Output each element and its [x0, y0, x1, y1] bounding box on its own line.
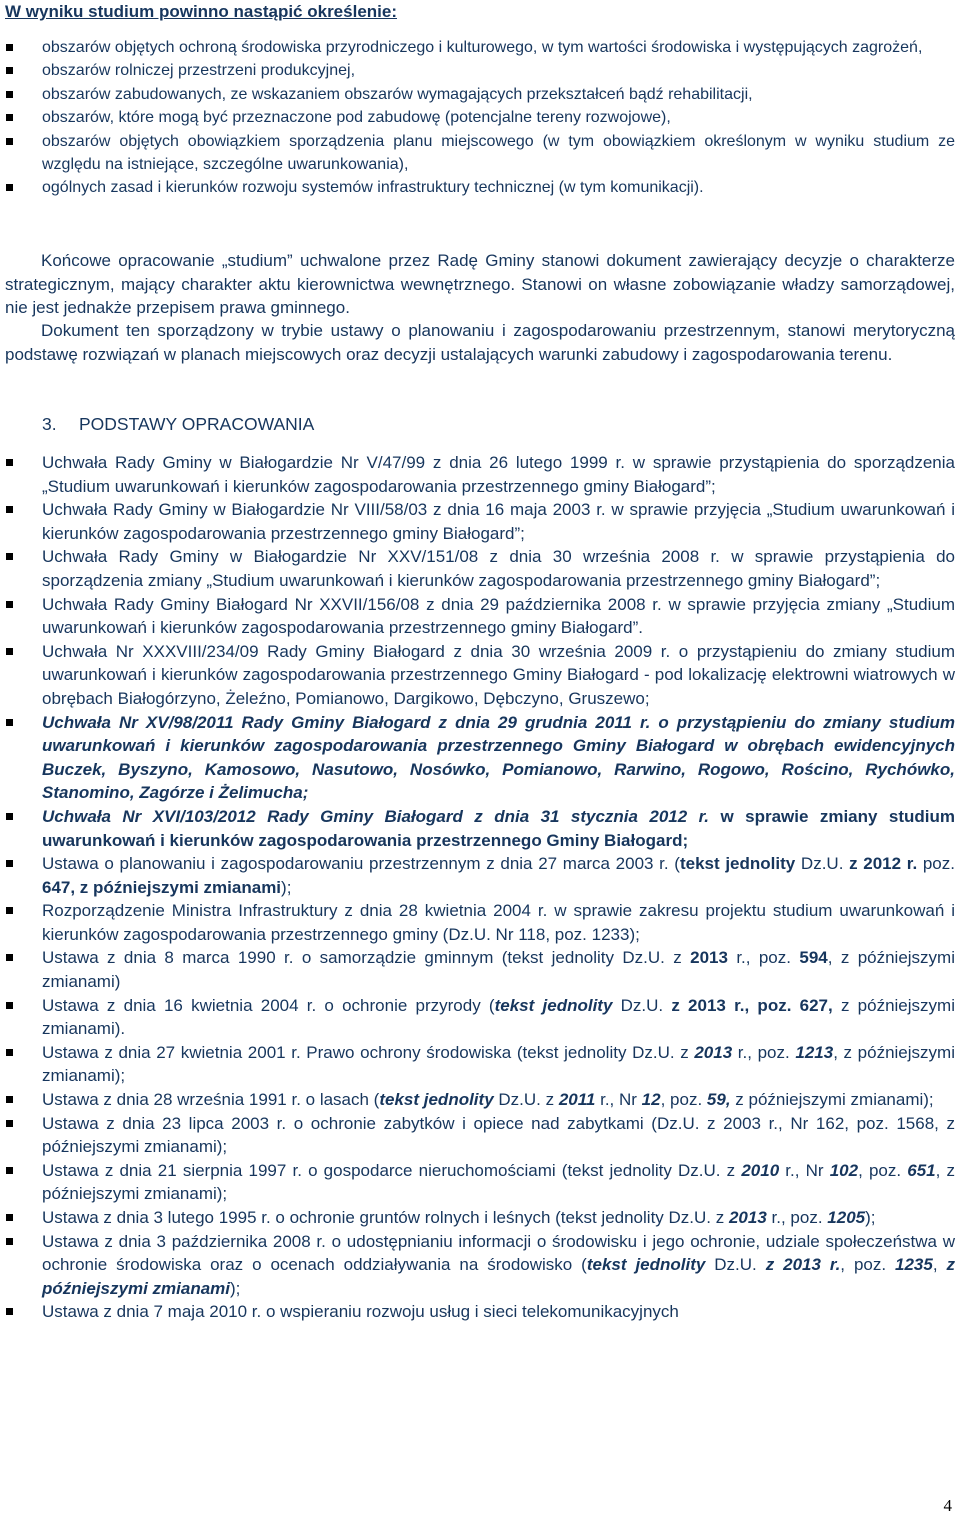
list-item: Uchwała Nr XXXVIII/234/09 Rady Gminy Białogard z dnia 30 września 2009 r. o przystąpieniu do zmiany studium uwarunkowań i kierunków zagospodarowania przestrzennego Gminy Białogard - pod lokalizację elektrowni wiatrowych w obrębach Białogórzyno, Żeleźno, Pomianowo, Dargikowo, Dębczyno, Gruszewo; [0, 640, 955, 711]
list-item: obszarów rolniczej przestrzeni produkcyjnej, [0, 59, 955, 82]
section-title-text: PODSTAWY OPRACOWANIA [79, 414, 315, 434]
list-item: Uchwała Nr XVI/103/2012 Rady Gminy Białogard z dnia 31 stycznia 2012 r. w sprawie zmiany studium uwarunkowań i kierunków zagospodarowania przestrzennego Gminy Białogard; [0, 805, 955, 852]
square-bullet-icon [6, 553, 13, 560]
square-bullet-icon [6, 1049, 13, 1056]
list-item: Rozporządzenie Ministra Infrastruktury z dnia 28 kwietnia 2004 r. w sprawie zakresu projektu studium uwarunkowań i kierunków zagospodarowania przestrzennego gminy (Dz.U. Nr 118, poz. 1233); [0, 899, 955, 946]
section-number: 3. [42, 414, 57, 434]
list-item: ogólnych zasad i kierunków rozwoju systemów infrastruktury technicznej (w tym komunikacji). [0, 176, 955, 199]
square-bullet-icon [6, 860, 13, 867]
list-item: Ustawa z dnia 3 lutego 1995 r. o ochronie gruntów rolnych i leśnych (tekst jednolity Dz.U. z 2013 r., poz. 1205); [0, 1206, 955, 1230]
list-item: Uchwała Rady Gminy Białogard Nr XXVII/156/08 z dnia 29 października 2008 r. w sprawie przyjęcia zmiany „Studium uwarunkowań i kierunków zagospodarowania przestrzennego gminy Białogard”. [0, 593, 955, 640]
list-item: obszarów, które mogą być przeznaczone pod zabudowę (potencjalne tereny rozwojowe), [0, 106, 955, 129]
list-item: Ustawa z dnia 27 kwietnia 2001 r. Prawo ochrony środowiska (tekst jednolity Dz.U. z 2013 r., poz. 1213, z późniejszymi zmianami); [0, 1041, 955, 1088]
list-item: Uchwała Rady Gminy w Białogardzie Nr VIII/58/03 z dnia 16 maja 2003 r. w sprawie przyjęcia „Studium uwarunkowań i kierunków zagospodarowania przestrzennego gminy Białogard”; [0, 498, 955, 545]
list-item: obszarów zabudowanych, ze wskazaniem obszarów wymagających przekształceń bądź rehabilitacji, [0, 83, 955, 106]
square-bullet-icon [6, 114, 13, 121]
square-bullet-icon [6, 1002, 13, 1009]
page-number: 4 [943, 1496, 952, 1515]
legal-basis-list [0, 451, 955, 1324]
square-bullet-icon [6, 813, 13, 820]
list-item: Uchwała Nr XV/98/2011 Rady Gminy Białogard z dnia 29 grudnia 2011 r. o przystąpieniu do zmiany studium uwarunkowań i kierunków zagospodarowania przestrzennego Gminy Białogard w obrębach ewidencyjnych Buczek, Byszyno, Kamosowo, Nasutowo, Nosówko, Pomianowo, Rarwino, Rogowo, Rościno, Rychówko, Stanomino, Zagórze i Żelimucha; [0, 711, 955, 805]
body-paragraph: Dokument ten sporządzony w trybie ustawy o planowaniu i zagospodarowaniu przestrzennym, stanowi merytoryczną podstawę rozwiązań w planach miejscowych oraz decyzji ustalających warunki zabudowy i zagospodarowania terenu. [5, 321, 955, 364]
square-bullet-icon [6, 1238, 13, 1245]
square-bullet-icon [6, 601, 13, 608]
section-heading: W wyniku studium powinno nastąpić określenie: [5, 2, 397, 21]
list-item: Ustawa z dnia 7 maja 2010 r. o wspieraniu rozwoju usług i sieci telekomunikacyjnych [0, 1300, 955, 1324]
square-bullet-icon [6, 907, 13, 914]
requirements-list [0, 36, 955, 200]
square-bullet-icon [6, 1214, 13, 1221]
list-item: Uchwała Rady Gminy w Białogardzie Nr V/47/99 z dnia 26 lutego 1999 r. w sprawie przystąpienia do sporządzenia „Studium uwarunkowań i kierunków zagospodarowania przestrzennego gminy Białogard”; [0, 451, 955, 498]
square-bullet-icon [6, 138, 13, 145]
square-bullet-icon [6, 67, 13, 74]
list-item: Ustawa z dnia 28 września 1991 r. o lasach (tekst jednolity Dz.U. z 2011 r., Nr 12, poz. 59, z późniejszymi zmianami); [0, 1088, 955, 1112]
list-item: Ustawa z dnia 21 sierpnia 1997 r. o gospodarce nieruchomościami (tekst jednolity Dz.U. z 2010 r., Nr 102, poz. 651, z późniejszymi zmianami); [0, 1159, 955, 1206]
list-item: obszarów objętych obowiązkiem sporządzenia planu miejscowego (w tym obowiązkiem określonym w wyniku studium ze względu na istniejące, szczególne uwarunkowania), [0, 130, 955, 177]
square-bullet-icon [6, 91, 13, 98]
list-item: Ustawa z dnia 23 lipca 2003 r. o ochronie zabytków i opiece nad zabytkami (Dz.U. z 2003 r., Nr 162, poz. 1568, z późniejszymi zmianami); [0, 1112, 955, 1159]
list-item: Ustawa z dnia 16 kwietnia 2004 r. o ochronie przyrody (tekst jednolity Dz.U. z 2013 r., poz. 627, z późniejszymi zmianami). [0, 994, 955, 1041]
square-bullet-icon [6, 954, 13, 961]
square-bullet-icon [6, 648, 13, 655]
section-title [42, 414, 314, 435]
square-bullet-icon [6, 184, 13, 191]
square-bullet-icon [6, 506, 13, 513]
list-item: obszarów objętych ochroną środowiska przyrodniczego i kulturowego, w tym wartości środowiska i występujących zagrożeń, [0, 36, 955, 59]
square-bullet-icon [6, 1096, 13, 1103]
square-bullet-icon [6, 1120, 13, 1127]
square-bullet-icon [6, 459, 13, 466]
list-item: Ustawa z dnia 8 marca 1990 r. o samorządzie gminnym (tekst jednolity Dz.U. z 2013 r., poz. 594, z późniejszymi zmianami) [0, 946, 955, 993]
list-item: Ustawa z dnia 3 października 2008 r. o udostępnianiu informacji o środowisku i jego ochronie, udziale społeczeństwa w ochronie środowiska oraz o ocenach oddziaływania na środowisko (tekst jednolity Dz.U. z 2013 r., poz. 1235, z późniejszymi zmianami); [0, 1230, 955, 1301]
square-bullet-icon [6, 1167, 13, 1174]
list-item: Ustawa o planowaniu i zagospodarowaniu przestrzennym z dnia 27 marca 2003 r. (tekst jednolity Dz.U. z 2012 r. poz. 647, z późniejszymi zmianami); [0, 852, 955, 899]
square-bullet-icon [6, 44, 13, 51]
square-bullet-icon [6, 719, 13, 726]
body-paragraph: Końcowe opracowanie „studium” uchwalone przez Radę Gminy stanowi dokument zawierający decyzje o charakterze strategicznym, mający charakter aktu kierownictwa wewnętrznego. Stanowi on własne zobowiązanie władzy samorządowej, nie jest jednakże przepisem prawa gminnego. [5, 251, 955, 318]
list-item: Uchwała Rady Gminy w Białogardzie Nr XXV/151/08 z dnia 30 września 2008 r. w sprawie przystąpienia do sporządzenia zmiany „Studium uwarunkowań i kierunków zagospodarowania przestrzennego gminy Białogard”; [0, 545, 955, 592]
square-bullet-icon [6, 1308, 13, 1315]
